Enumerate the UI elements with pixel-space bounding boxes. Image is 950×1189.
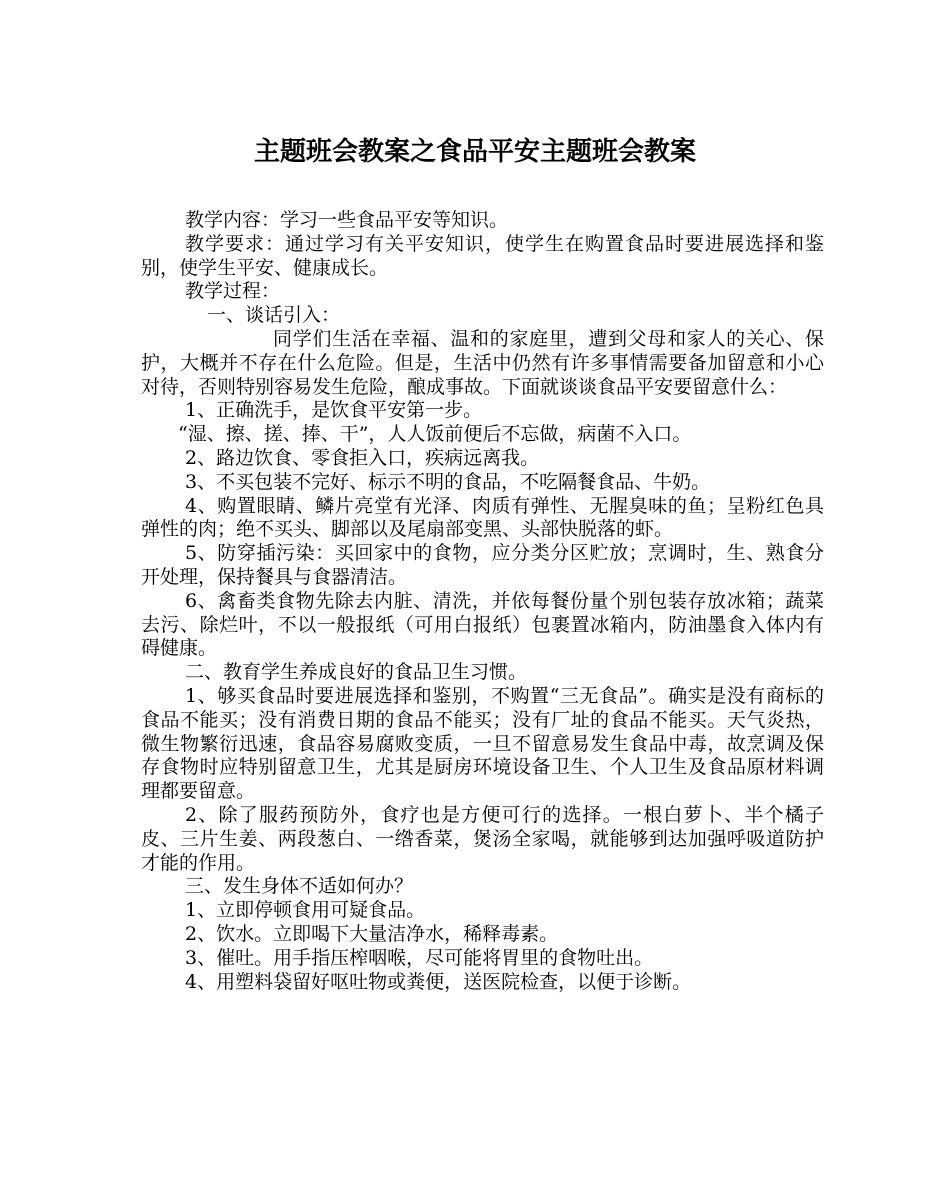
document-body	[141, 209, 824, 994]
list-item: 1、立即停顿食用可疑食品。	[185, 899, 426, 922]
document-title: 主题班会教案之食品平安主题班会教案	[253, 137, 696, 167]
paragraph-content: 教学内容：学习一些食品平安等知识。	[185, 209, 509, 231]
list-item: 1、正确洗手，是饮食平安第一步。	[185, 399, 483, 422]
list-item: 3、不买包装不完好、标示不明的食品，不吃隔餐食品、牛奶。	[185, 470, 711, 493]
paragraph-requirements: 教学要求：通过学习有关平安知识，使学生在购置食品时要进展选择和鉴别，使学生平安、健康成长。	[141, 232, 824, 279]
heading-section-3: 三、发生身体不适如何办？	[185, 875, 414, 898]
list-item: 6、禽畜类食物先除去内脏、清洗，并依每餐份量个别包装存放冰箱；蔬菜去污、除烂叶，不以一般报纸（可用白报纸）包裹置冰箱内，防油墨食入体内有碍健康。	[141, 589, 824, 660]
heading-section-2: 二、教育学生养成良好的食品卫生习惯。	[185, 661, 528, 684]
list-item: “湿、擦、搓、捧、干”，人人饭前便后不忘做，病菌不入口。	[178, 423, 692, 446]
list-item: 4、用塑料袋留好呕吐物或粪便，送医院检查，以便于诊断。	[185, 970, 692, 993]
list-item: 5、防穿插污染：买回家中的食物，应分类分区贮放；烹调时，生、熟食分开处理，保持餐具与食器清洁。	[141, 542, 824, 588]
list-item: 1、够买食品时要进展选择和鉴别，不购置“三无食品”。确实是没有商标的食品不能买；没有消费日期的食品不能买；没有厂址的食品不能买。天气炎热，微生物繁衍迅速，食品容易腐败变质，一旦不留意易发生食品中毒，故烹调及保存食物时应特别留意卫生，尤其是厨房环境设备卫生、个人卫生及食品原材料调理都要留意。	[141, 684, 824, 803]
list-item: 4、购置眼睛、鳞片亮堂有光泽、肉质有弹性、无腥臭味的鱼；呈粉红色具弹性的肉；绝不买头、脚部以及尾扇部变黑、头部快脱落的虾。	[141, 494, 824, 541]
list-item: 2、除了服药预防外，食疗也是方便可行的选择。一根白萝卜、半个橘子皮、三片生姜、两段葱白、一绺香菜，煲汤全家喝，就能够到达加强呼吸道防护才能的作用。	[141, 803, 824, 874]
list-item: 3、催吐。用手指压榨咽喉，尽可能将胃里的食物吐出。	[185, 946, 654, 969]
heading-section-1: 一、谈话引入：	[207, 304, 341, 327]
list-item: 2、路边饮食、零食拒入口，疾病远离我。	[185, 446, 540, 469]
paragraph-intro: 同学们生活在幸福、温和的家庭里，遭到父母和家人的关心、保护，大概并不存在什么危险。但是，生活中仍然有许多事情需要备加留意和小心对待，否则特别容易发生危险，酿成事故。下面就谈谈食品平安要留意什么：	[141, 327, 824, 398]
paragraph-process: 教学过程：	[185, 280, 281, 303]
list-item: 2、饮水。立即喝下大量洁净水，稀释毒素。	[185, 922, 559, 945]
